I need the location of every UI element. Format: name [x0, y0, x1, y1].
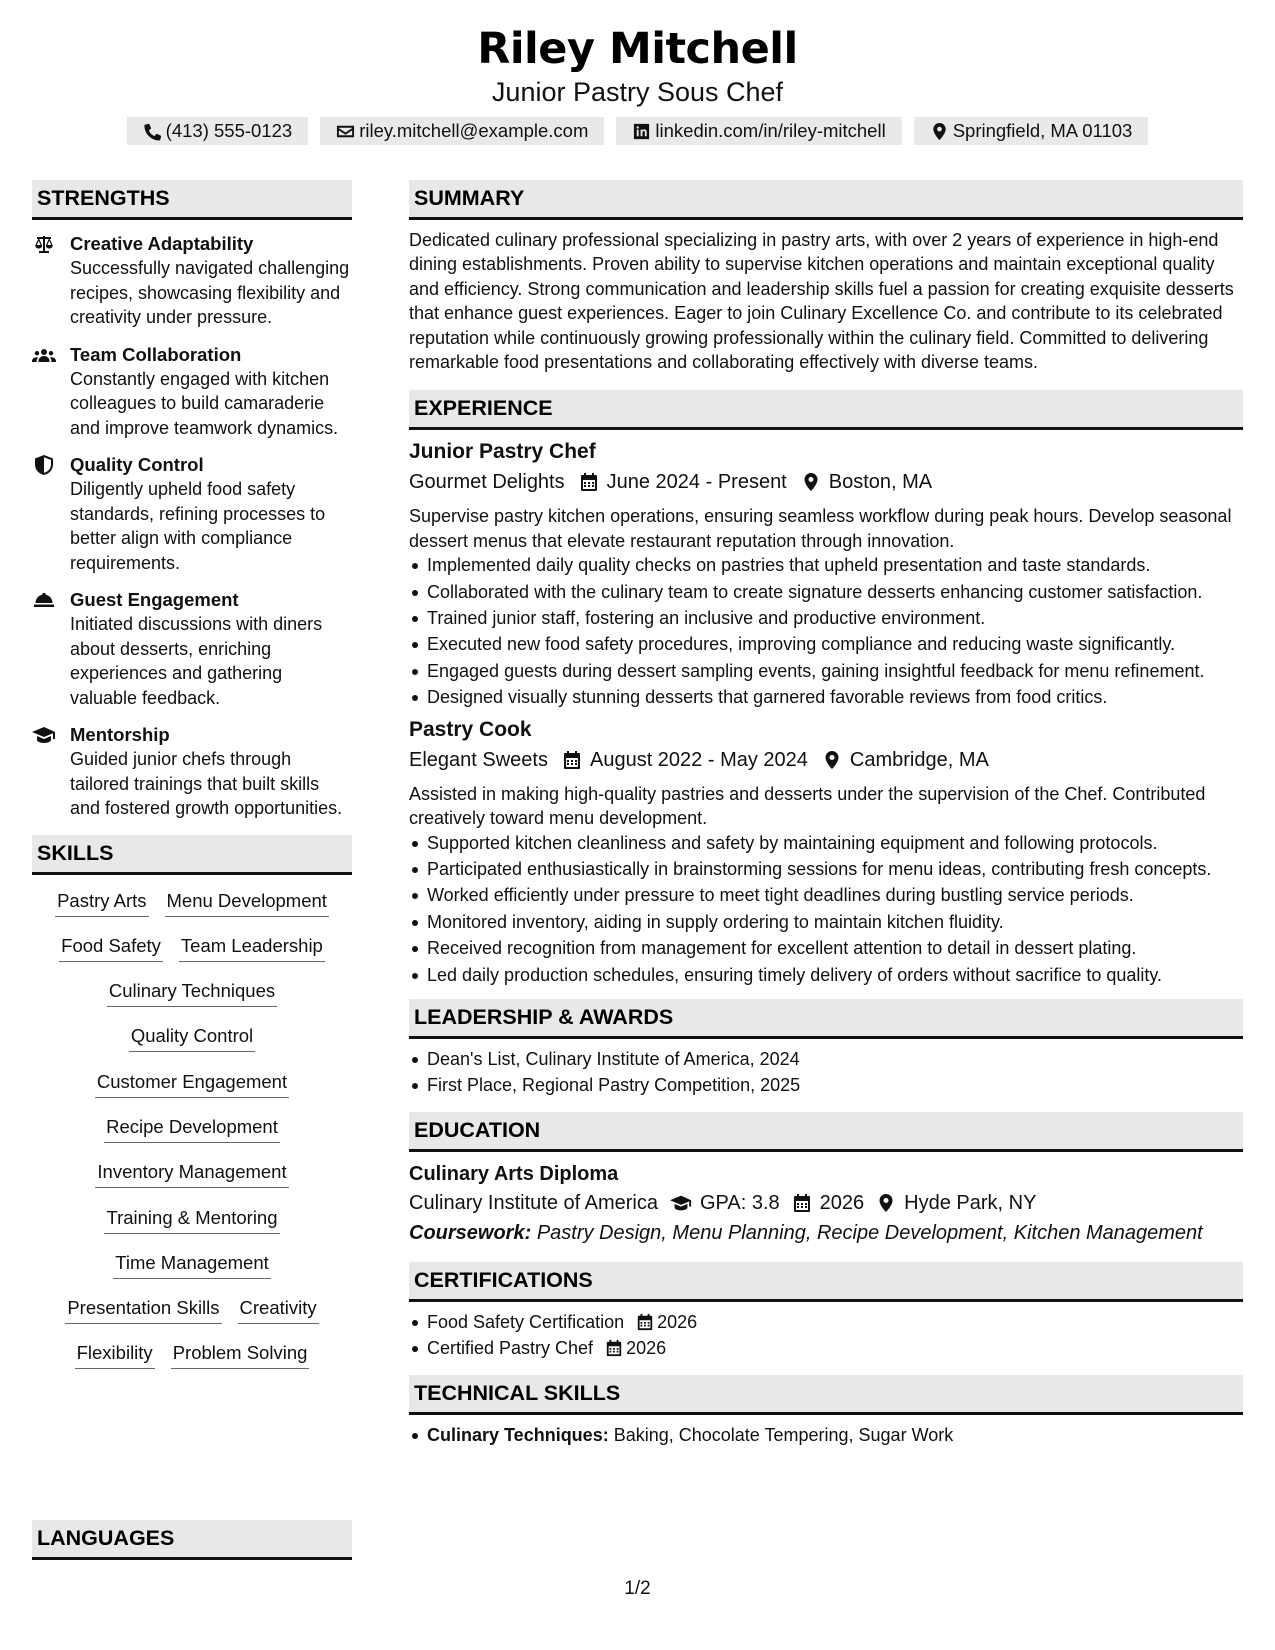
cert-name: Certified Pastry Chef — [427, 1338, 594, 1359]
map-marker-icon — [876, 1193, 896, 1213]
calendar-icon — [562, 750, 582, 770]
contact-phone[interactable] — [127, 117, 309, 145]
skill-tag: Recipe Development — [104, 1115, 280, 1143]
strengths-heading: STRENGTHS — [32, 180, 352, 220]
map-marker-icon — [801, 472, 821, 492]
job-company: Gourmet Delights — [409, 471, 565, 494]
skill-tag: Menu Development — [165, 889, 329, 917]
strength-title: Quality Control — [70, 454, 204, 475]
skill-tag: Customer Engagement — [95, 1070, 289, 1098]
cert-year: 2026 — [626, 1338, 667, 1359]
job-entry — [409, 438, 1243, 709]
concierge-bell-icon — [32, 590, 56, 610]
skill-tag: Pastry Arts — [55, 889, 148, 917]
strength-title: Creative Adaptability — [70, 233, 254, 254]
job-bullets — [409, 553, 1243, 709]
contact-phone-text: (413) 555-0123 — [165, 120, 293, 141]
skill-tag: Inventory Management — [95, 1160, 288, 1188]
list-item — [409, 1336, 1243, 1360]
list-item: Executed new food safety procedures, improving compliance and reducing waste significantly. — [409, 632, 1243, 656]
contact-location-text: Springfield, MA 01103 — [952, 120, 1133, 141]
skill-tag: Team Leadership — [179, 934, 325, 962]
job-dates: August 2022 - May 2024 — [589, 748, 808, 771]
technical-skills-heading: TECHNICAL SKILLS — [409, 1375, 1243, 1415]
strength-item — [32, 343, 352, 441]
strength-item — [32, 588, 352, 710]
graduation-cap-icon — [670, 1193, 692, 1213]
cert-year: 2026 — [657, 1311, 698, 1332]
balance-scale-icon — [32, 234, 56, 254]
cert-name: Food Safety Certification — [427, 1311, 625, 1332]
strengths-list — [32, 232, 352, 821]
candidate-name: Riley Mitchell — [477, 24, 798, 74]
education-school: Culinary Institute of America — [409, 1191, 658, 1214]
job-description: Assisted in making high-quality pastries and desserts under the supervision of the Chef. Contributed creatively toward menu development. — [409, 783, 1206, 829]
skill-tag: Problem Solving — [171, 1341, 310, 1369]
left-column — [32, 180, 352, 1550]
strength-title: Mentorship — [70, 724, 170, 745]
envelope-icon — [336, 122, 355, 141]
skill-tag: Presentation Skills — [65, 1296, 221, 1324]
map-marker-icon — [930, 122, 949, 141]
strength-item — [32, 232, 352, 330]
shield-icon — [32, 455, 56, 475]
candidate-title: Junior Pastry Sous Chef — [491, 77, 784, 107]
education-gpa: GPA: 3.8 — [700, 1191, 780, 1214]
contact-email[interactable] — [320, 117, 604, 145]
list-item — [409, 1310, 1243, 1334]
strength-description: Constantly engaged with kitchen colleagues to build camaraderie and improve teamwork dynamics. — [70, 368, 339, 438]
strength-description: Successfully navigated challenging recipes, showcasing flexibility and creativity under pressure. — [70, 258, 350, 327]
education-location: Hyde Park, NY — [904, 1191, 1037, 1214]
skill-tag: Food Safety — [59, 934, 163, 962]
list-item: Led daily production schedules, ensuring timely delivery of orders without sacrifice to quality. — [409, 963, 1243, 987]
job-company: Elegant Sweets — [409, 748, 548, 771]
education-coursework — [409, 1218, 1243, 1248]
skill-tag: Quality Control — [129, 1024, 255, 1052]
list-item: First Place, Regional Pastry Competition, 2025 — [409, 1073, 1243, 1097]
calendar-icon — [605, 1339, 623, 1357]
education-degree: Culinary Arts Diploma — [409, 1162, 619, 1185]
job-entry — [409, 716, 1243, 987]
list-item: Monitored inventory, aiding in supply ordering to maintain kitchen fluidity. — [409, 910, 1243, 934]
job-title: Pastry Cook — [409, 717, 532, 741]
strength-description: Guided junior chefs through tailored trainings that built skills and fostered growth opportunities. — [70, 749, 343, 818]
list-item: Dean's List, Culinary Institute of America, 2024 — [409, 1047, 1243, 1071]
list-item: Implemented daily quality checks on pastries that upheld presentation and taste standards. — [409, 553, 1243, 577]
coursework-label: Coursework: — [409, 1221, 532, 1244]
map-marker-icon — [822, 750, 842, 770]
list-item: Collaborated with the culinary team to create signature desserts enhancing customer satisfaction. — [409, 580, 1243, 604]
list-item: Trained junior staff, fostering an inclusive and productive environment. — [409, 606, 1243, 630]
skills-list — [32, 889, 352, 1387]
job-bullets — [409, 831, 1243, 987]
leadership-heading: LEADERSHIP & AWARDS — [409, 999, 1243, 1039]
strength-description: Initiated discussions with diners about desserts, enriching experiences and gathering valuable feedback. — [70, 614, 323, 708]
contact-bar — [0, 117, 1275, 145]
coursework-text: Pastry Design, Menu Planning, Recipe Development, Kitchen Management — [536, 1221, 1203, 1244]
summary-heading: SUMMARY — [409, 180, 1243, 220]
skills-heading: SKILLS — [32, 835, 352, 875]
calendar-icon — [792, 1193, 812, 1213]
list-item: Supported kitchen cleanliness and safety by maintaining equipment and following protocols. — [409, 831, 1243, 855]
skill-tag: Flexibility — [75, 1341, 155, 1369]
job-description: Supervise pastry kitchen operations, ensuring seamless workflow during peak hours. Develop seasonal dessert menus that elevate restaurant reputation through innovation. — [409, 506, 1232, 551]
linkedin-icon — [632, 122, 651, 141]
users-icon — [32, 345, 56, 365]
experience-heading: EXPERIENCE — [409, 390, 1243, 430]
graduation-cap-icon — [32, 725, 56, 745]
strength-item — [32, 453, 352, 575]
job-meta — [409, 744, 1243, 776]
skill-tag: Culinary Techniques — [107, 979, 277, 1007]
job-title: Junior Pastry Chef — [409, 440, 596, 464]
strength-item — [32, 723, 352, 821]
list-item: Worked efficiently under pressure to meet tight deadlines during bustling service periods. — [409, 883, 1243, 907]
calendar-icon — [579, 472, 599, 492]
education-heading: EDUCATION — [409, 1112, 1243, 1152]
list-item: Received recognition from management for excellent attention to detail in dessert plating. — [409, 936, 1243, 960]
list-item: Designed visually stunning desserts that garnered favorable reviews from food critics. — [409, 685, 1243, 709]
resume-header — [0, 22, 1275, 145]
list-item — [409, 1423, 1243, 1447]
leadership-list — [409, 1047, 1243, 1098]
education-year: 2026 — [819, 1191, 865, 1214]
strength-description: Diligently upheld food safety standards, refining processes to better align with compliance requirements. — [70, 479, 326, 573]
contact-email-text: riley.mitchell@example.com — [359, 120, 589, 141]
summary-text: Dedicated culinary professional specializing in pastry arts, with over 2 years of experience in high-end dining establishments. Proven ability to supervise kitchen operations and maintain exceptional quality and efficiency. Strong communication and leadership skills fuel a passion for creating exquisite desserts that enhance guest experiences. Eager to join Culinary Excellence Co. and contribute to its celebrated reputation while continuously growing professionally within the culinary field. Committed to delivering remarkable food presentations and collaborating effectively with diverse teams. — [409, 230, 1234, 373]
tech-skill-label: Culinary Techniques: — [427, 1424, 609, 1445]
languages-heading: LANGUAGES — [32, 1520, 352, 1560]
job-location: Cambridge, MA — [849, 748, 989, 771]
phone-icon — [143, 122, 162, 141]
calendar-icon — [636, 1313, 654, 1331]
contact-linkedin-text: linkedin.com/in/riley-mitchell — [655, 120, 886, 141]
tech-skill-value: Baking, Chocolate Tempering, Sugar Work — [613, 1424, 954, 1445]
strength-title: Team Collaboration — [70, 343, 242, 365]
contact-linkedin[interactable] — [616, 117, 901, 145]
skill-tag: Creativity — [238, 1296, 319, 1324]
technical-skills-list — [409, 1423, 1243, 1447]
job-location: Boston, MA — [828, 471, 933, 494]
skill-tag: Time Management — [113, 1251, 271, 1279]
list-item: Participated enthusiastically in brainstorming sessions for menu ideas, contributing fresh concepts. — [409, 857, 1243, 881]
skill-tag: Training & Mentoring — [104, 1206, 279, 1234]
education-meta — [409, 1188, 1243, 1218]
list-item: Engaged guests during dessert sampling events, gaining insightful feedback for menu refinement. — [409, 659, 1243, 683]
certifications-list — [409, 1310, 1243, 1361]
job-meta — [409, 466, 1243, 498]
strength-title: Guest Engagement — [70, 589, 239, 610]
contact-location — [914, 117, 1149, 145]
page-number: 1/2 — [624, 1578, 651, 1599]
certifications-heading: CERTIFICATIONS — [409, 1262, 1243, 1302]
right-column — [409, 180, 1243, 1449]
job-dates: June 2024 - Present — [606, 471, 787, 494]
